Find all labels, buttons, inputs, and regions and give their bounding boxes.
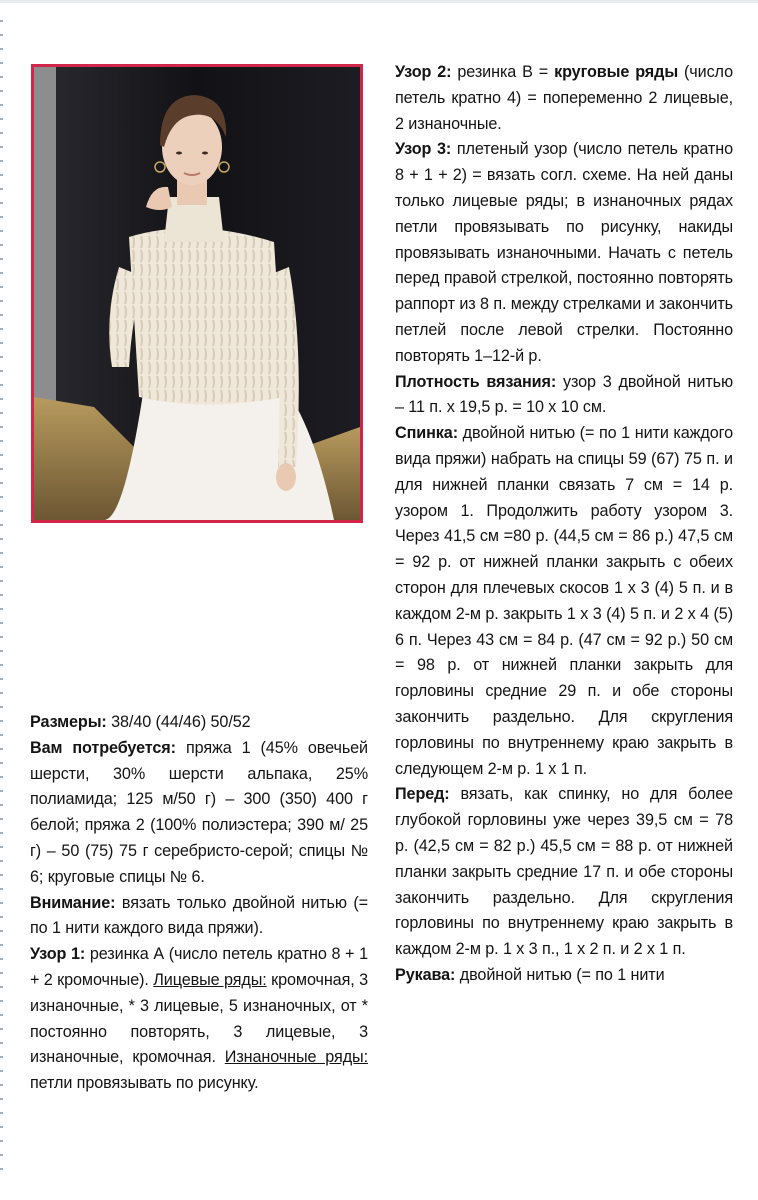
sleeves-paragraph — [395, 963, 733, 989]
pattern-2-label: Узор 2: — [395, 63, 452, 81]
sleeves-text: двойной нитью (= по 1 нити — [459, 965, 665, 984]
pattern-1-text-2: кромочная, 3 изнаночные, * 3 лицевые, 5 изнаночных, от * постоянно повторять, 3 лицевые, 3 изнаночные, кромочная. — [30, 970, 368, 1067]
sizes-paragraph — [30, 710, 368, 736]
model-illustration — [34, 67, 360, 520]
back-text: двойной нитью (= по 1 нити каждого вида пряжи) набрать на спицы 59 (67) 75 п. и для нижней планки связать 7 см = 14 р. узором 1. Продолжить работу узором 3. Через 41,5 см =80 р. (44,5 см = 86 р.) 47,5 см = 92 р. от нижней планки закрыть с обеих сторон для плечевых скосов 1 х 3 (4) 5 п. и в каждом 2-м р. закрыть 1 х 3 (4) 5 п. и 2 х 4 (5) 6 п. Через 43 см = 84 р. (47 см = 92 р.) 50 см = 98 р. от нижней планки закрыть для горловины средние 29 п. и обе стороны закончить раздельно. Для скругления горловины по внутреннему краю закрыть в следующем 2-м р. 1 х 1 п. — [395, 424, 733, 778]
pattern-1-text: резинка А (число петель кратно 8 + 1 + 2 кромочные). — [30, 945, 368, 989]
pattern-1-label: Узор 1: — [30, 945, 86, 964]
sizes-text: 38/40 (44/46) 50/52 — [111, 713, 251, 731]
pattern-3-label: Узор 3: — [395, 140, 452, 159]
front-paragraph — [395, 782, 733, 963]
gauge-paragraph — [395, 370, 733, 422]
pattern-2-text-a: резинка В = — [457, 63, 549, 81]
sizes-label: Размеры: — [30, 713, 107, 731]
top-rule — [0, 0, 758, 3]
gauge-label: Плотность вязания: — [395, 372, 557, 391]
right-text-column — [395, 60, 733, 989]
model-photo — [31, 64, 363, 523]
front-label: Перед: — [395, 785, 450, 804]
materials-paragraph — [30, 736, 368, 891]
back-paragraph — [395, 421, 733, 782]
pattern-1-text-3: петли провязывать по рисунку. — [30, 1074, 259, 1093]
wrong-side-rows-label: Изнаночные ряды: — [224, 1048, 368, 1067]
pattern-3-paragraph — [395, 137, 733, 369]
materials-text: пряжа 1 (45% овечьей шерсти, 30% шерсти альпака, 25% полиамида; 125 м/50 г) – 300 (350) 400 г белой; пряжа 2 (100% полиэстера; 390 м/ 25 г) – 50 (75) 75 г серебристо-серой; спицы № 6; круговые спицы № 6. — [30, 738, 368, 886]
left-text-column — [30, 710, 368, 1097]
attention-label: Внимание: — [30, 893, 116, 912]
attention-paragraph — [30, 891, 368, 943]
sleeves-label: Рукава: — [395, 965, 456, 984]
page-edge-marks — [0, 20, 3, 1170]
pattern-2-paragraph — [395, 60, 733, 137]
pattern-2-text-b: (число петель кратно 4) = попеременно 2 лицевые, 2 изнаночные. — [395, 63, 733, 133]
pattern-3-text: плетеный узор (число петель кратно 8 + 1 + 2) = вязать согл. схеме. На ней даны только лицевые ряды; в изнаночных рядах петли провязывать по рисунку, накиды провязывать изнаночными. Начать с петель перед правой стрелкой, постоянно повторять раппорт из 8 п. между стрелками и закончить петлей после левой стрелки. Постоянно повторять 1–12-й р. — [395, 140, 733, 365]
gauge-text: узор 3 двойной нитью – 11 п. х 19,5 р. = 10 х 10 см. — [395, 372, 734, 417]
front-text: вязать, как спинку, но для более глубокой горловины уже через 39,5 см = 78 р. (42,5 см = 82 р.) 45,5 см = 88 р. от нижней планки закрыть средние 17 п. и обе стороны закончить раздельно. Для скругления горловины по внутреннему краю закрыть в каждом 2-м р. 1 х 3 п., 1 х 2 п. и 2 х 1 п. — [395, 785, 733, 959]
materials-label: Вам потребуется: — [30, 738, 176, 757]
right-side-rows-label: Лицевые ряды: — [153, 970, 267, 989]
pattern-1-paragraph — [30, 942, 368, 1097]
back-label: Спинка: — [395, 424, 458, 443]
attention-text: вязать только двойной нитью (= по 1 нити каждого вида пряжи). — [30, 893, 368, 938]
round-rows-label: круговые ряды — [554, 63, 679, 81]
